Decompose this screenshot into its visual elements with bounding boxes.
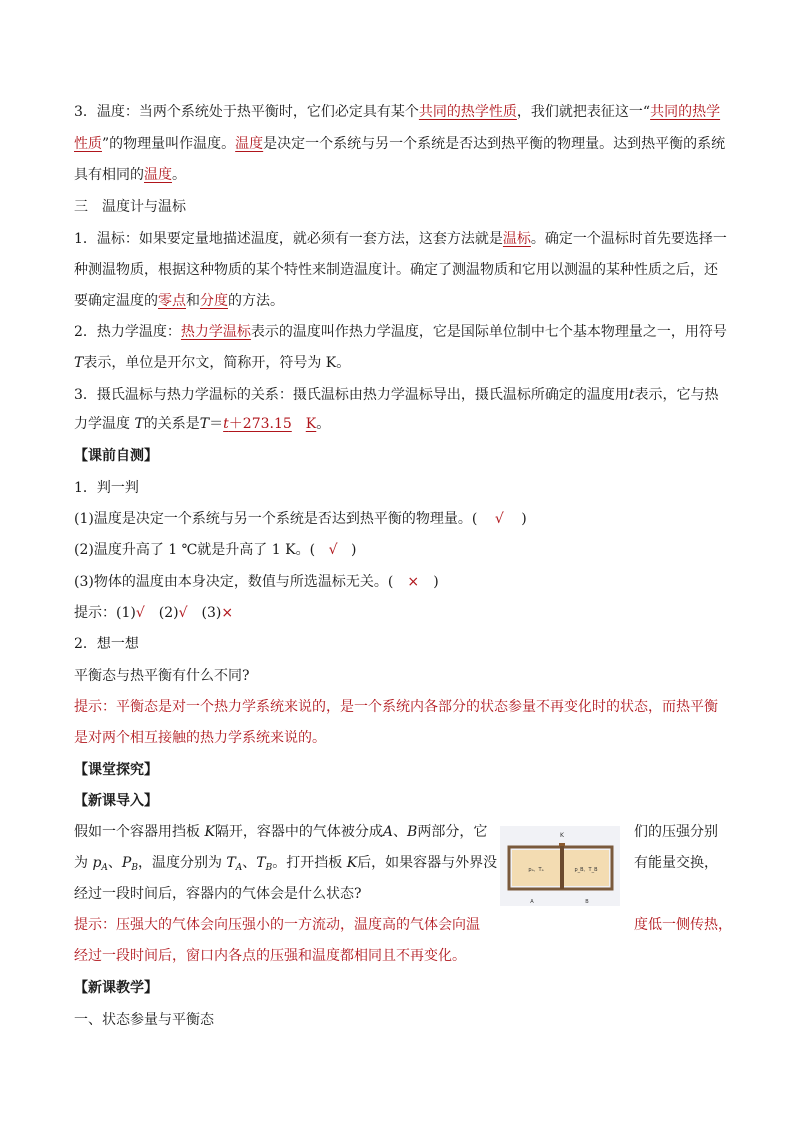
- text: 、: [242, 855, 257, 871]
- answer-blank: 分度: [200, 293, 228, 309]
- intro-line2-left: [74, 853, 497, 878]
- text: ): [433, 574, 439, 590]
- heading-selftest: 【课前自测】: [74, 448, 158, 464]
- text: (2): [158, 605, 179, 621]
- intro-line1-left: [74, 822, 487, 842]
- label-chamber-a-state: pₐ、Tₐ: [528, 867, 544, 873]
- text: 表示的温度叫作热力学温度，它是国际单位制中七个基本物理量之一，用符号: [250, 324, 727, 340]
- cross-mark: ×: [221, 605, 234, 621]
- text: 1．温标：如果要定量地描述温度，就必须有一套方法，这套方法就是: [74, 231, 503, 247]
- relation-line1: [74, 385, 719, 405]
- intro-line3: 经过一段时间后，容器内的气体会是什么状态?: [74, 886, 362, 902]
- text: 。打开挡板: [272, 855, 347, 871]
- check-mark: √: [328, 542, 338, 558]
- thermo-temp-line2: [74, 353, 350, 373]
- question-3: [74, 572, 439, 592]
- text: 后，如果容器与外界没: [357, 855, 498, 871]
- answer-blank: 共同的热学性质: [418, 104, 517, 120]
- text: 和: [186, 293, 200, 309]
- intro-line1-right: 们的压强分别: [634, 824, 718, 840]
- symbol-p: P: [121, 855, 132, 871]
- check-mark: √: [135, 605, 145, 621]
- text: 表示，单位是开尔文，简称开，符号为 K。: [83, 355, 351, 371]
- hint-container-line1-right: 度低一侧传热，: [634, 917, 732, 933]
- judge-title: 1．判一判: [74, 480, 139, 496]
- text: 具有相同的: [74, 167, 144, 183]
- text: 。: [316, 416, 331, 432]
- hint-balance-line2: 是对两个相互接触的热力学系统来说的。: [74, 730, 326, 746]
- think-question: 平衡态与热平衡有什么不同?: [74, 668, 250, 684]
- text: 3．摄氏温标与热力学温标的关系：摄氏温标由热力学温标导出，摄氏温标所确定的温度用: [74, 387, 629, 403]
- container-diagram: [500, 826, 620, 906]
- cross-mark: ×: [407, 574, 420, 590]
- subscript: B: [131, 863, 138, 873]
- label-chamber-b-state: p_B、T_B: [574, 867, 598, 873]
- partition-handle: [559, 843, 565, 846]
- answer-blank: 共同的热学: [650, 104, 721, 120]
- text: ，我们就把表征这一“: [516, 104, 651, 120]
- temp-def-line1: [74, 102, 720, 122]
- symbol-t: t: [223, 416, 229, 432]
- hint-container-line1-left: 提示：压强大的气体会向压强小的一方流动，温度高的气体会向温: [74, 917, 480, 933]
- symbol-t: t: [628, 387, 635, 403]
- symbol-K: K: [204, 824, 215, 840]
- answer-blank: 零点: [158, 293, 186, 309]
- text: ): [521, 511, 527, 527]
- subscript: B: [265, 863, 273, 873]
- hint-answers: [74, 603, 233, 623]
- symbol-T: T: [134, 416, 144, 432]
- text: ＋273.15: [228, 416, 292, 432]
- section-heading-3: 三 温度计与温标: [74, 199, 186, 215]
- text: 2．热力学温度：: [74, 324, 181, 340]
- heading-teach: 【新课教学】: [74, 980, 158, 996]
- text: 。确定一个温标时首先要选择一: [530, 231, 727, 247]
- heading-explore: 【课堂探究】: [74, 762, 158, 778]
- label-b: B: [585, 899, 589, 905]
- symbol-T: T: [199, 416, 210, 432]
- text: 力学温度: [74, 416, 135, 432]
- scale-def-line1: [74, 229, 727, 249]
- symbol-K: K: [346, 855, 358, 871]
- text: 两部分，它: [417, 824, 488, 840]
- text: ，温度分别为: [137, 855, 227, 871]
- symbol-T: T: [256, 855, 266, 871]
- symbol-A: A: [382, 824, 394, 840]
- scale-def-line2: 种测温物质，根据这种物质的某个特性来制造温度计。确定了测温物质和它用以测温的某种性质之后，还: [74, 262, 718, 278]
- text: 。: [172, 167, 186, 183]
- text: ): [351, 542, 357, 558]
- relation-line2: [74, 414, 330, 434]
- answer-blank: [223, 416, 316, 432]
- text: 、: [393, 824, 408, 840]
- heading-intro: 【新课导入】: [74, 793, 158, 809]
- text: (3)物体的温度由本身决定，数值与所选温标无关。(: [74, 574, 394, 590]
- intro-line2-right: 有能量交换，: [634, 855, 718, 871]
- container-diagram-svg: [500, 826, 620, 906]
- subscript: A: [101, 863, 108, 873]
- temp-def-line2: [74, 134, 725, 154]
- answer-blank: 性质: [74, 136, 102, 152]
- text: 、: [107, 855, 122, 871]
- partition-k: [560, 844, 564, 889]
- answer-blank: 温标: [502, 231, 531, 247]
- section-heading-1: 一、状态参量与平衡态: [74, 1012, 214, 1028]
- text: (2)温度升高了 1 ℃就是升高了 1 K。(: [74, 542, 316, 558]
- subscript: A: [235, 863, 243, 873]
- hint-balance-line1: 提示：平衡态是对一个热力学系统来说的，是一个系统内各部分的状态参量不再变化时的状态，而热平衡: [74, 699, 718, 715]
- text: 的方法。: [228, 293, 284, 309]
- text: 为: [74, 855, 93, 871]
- temp-def-line3: [74, 165, 186, 185]
- question-1: [74, 509, 527, 529]
- text: (1)温度是决定一个系统与另一个系统是否达到热平衡的物理量。(: [74, 511, 478, 527]
- text: 是决定一个系统与另一个系统是否达到热平衡的物理量。达到热平衡的系统: [263, 136, 726, 152]
- think-title: 2．想一想: [74, 636, 139, 652]
- answer-blank: 热力学温标: [180, 324, 251, 340]
- text: 3．温度：当两个系统处于热平衡时，它们必定具有某个: [74, 104, 419, 120]
- symbol-T: T: [226, 855, 236, 871]
- check-mark: √: [178, 605, 188, 621]
- symbol-p: p: [92, 855, 102, 871]
- text: ”的物理量叫作温度。: [102, 136, 236, 152]
- text: K: [305, 416, 317, 432]
- text: 的关系是: [143, 416, 200, 432]
- text: 隔开，容器中的气体被分成: [214, 824, 383, 840]
- label-a: A: [530, 899, 534, 905]
- text: 表示，它与热: [634, 387, 719, 403]
- text: ＝: [209, 416, 224, 432]
- text: 假如一个容器用挡板: [74, 824, 205, 840]
- scale-def-line3: [74, 291, 284, 311]
- question-2: [74, 540, 357, 560]
- answer-blank: 温度: [144, 167, 172, 183]
- check-mark: √: [494, 511, 504, 527]
- text: 要确定温度的: [74, 293, 158, 309]
- text: (3): [201, 605, 222, 621]
- answer-blank: 温度: [235, 136, 264, 152]
- symbol-T: T: [74, 355, 84, 371]
- hint-container-line2: 经过一段时间后，窗口内各点的压强和温度都相同且不再变化。: [74, 948, 466, 964]
- text: 提示：(1): [74, 605, 136, 621]
- label-k: K: [560, 832, 564, 839]
- symbol-B: B: [407, 824, 418, 840]
- thermo-temp-line1: [74, 322, 727, 342]
